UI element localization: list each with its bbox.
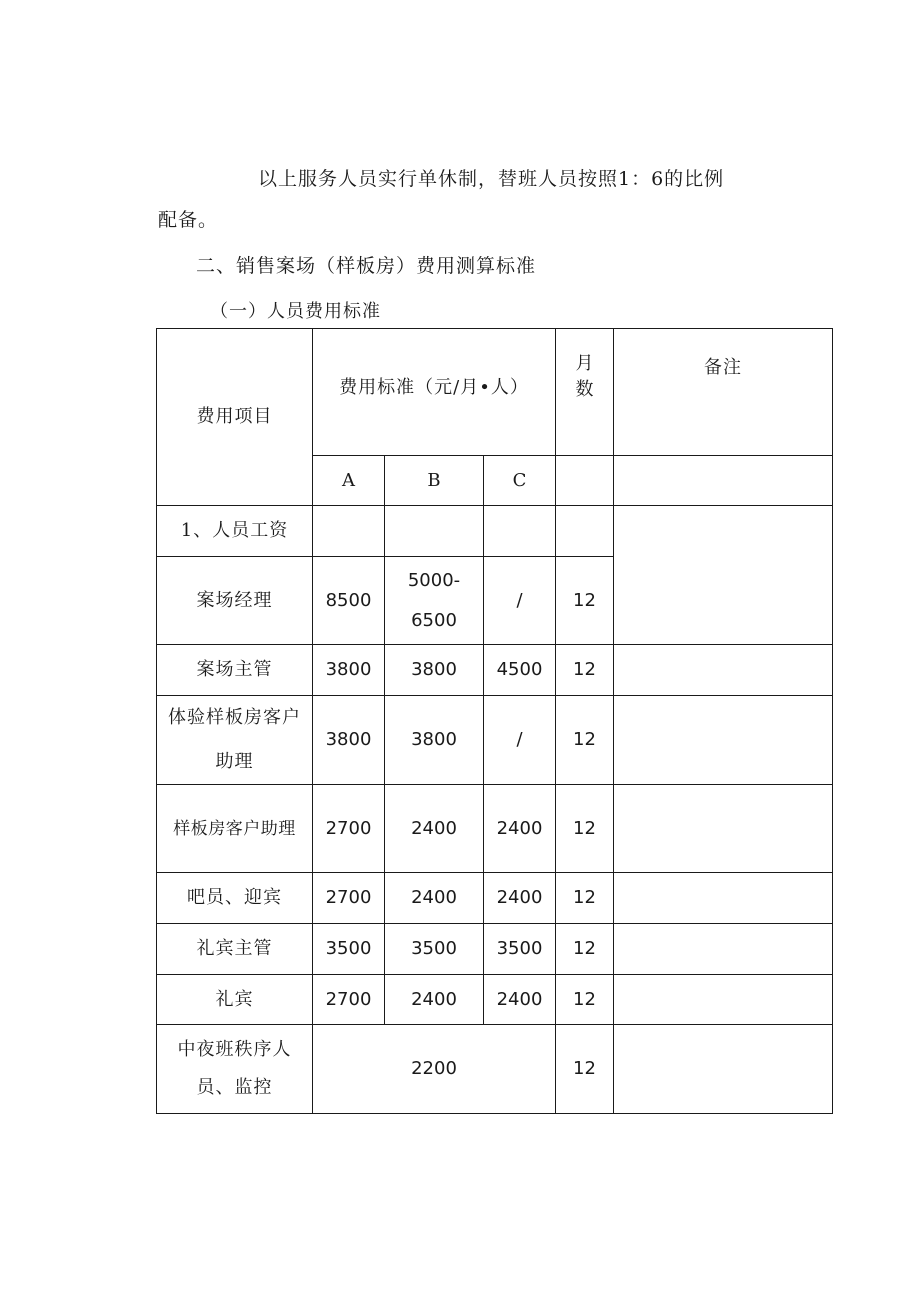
row-item: 案场经理 bbox=[157, 557, 313, 645]
row-item: 礼宾 bbox=[157, 975, 313, 1025]
category-personnel-salary: 1、人员工资 bbox=[157, 506, 313, 557]
header-col-a: A bbox=[313, 456, 385, 506]
row-months: 12 bbox=[556, 924, 614, 975]
row-value-c: 2400 bbox=[484, 873, 556, 924]
row-value-c: 3500 bbox=[484, 924, 556, 975]
header-col-b: B bbox=[385, 456, 484, 506]
row-value-c: 2400 bbox=[484, 975, 556, 1025]
header-months: 月数 bbox=[556, 329, 614, 456]
row-merged-value: 2200 bbox=[313, 1025, 556, 1114]
row-item: 样板房客户助理 bbox=[157, 785, 313, 873]
header-remark-empty bbox=[614, 456, 833, 506]
remark-cell bbox=[614, 696, 833, 785]
header-remark: 备注 bbox=[614, 329, 833, 456]
remark-cell bbox=[614, 1025, 833, 1114]
category-cell-months bbox=[556, 506, 614, 557]
remark-cell bbox=[614, 785, 833, 873]
row-months: 12 bbox=[556, 785, 614, 873]
remark-cell bbox=[614, 506, 833, 645]
header-months-empty bbox=[556, 456, 614, 506]
row-months: 12 bbox=[556, 873, 614, 924]
row-months: 12 bbox=[556, 557, 614, 645]
row-value-a: 2700 bbox=[313, 975, 385, 1025]
paragraph-line-1: 以上服务人员实行单休制，替班人员按照1：6的比例 bbox=[258, 168, 725, 190]
row-months: 12 bbox=[556, 1025, 614, 1114]
subsection-heading: （一）人员费用标准 bbox=[210, 301, 381, 322]
section-heading: 二、销售案场（样板房）费用测算标准 bbox=[196, 255, 537, 277]
remark-cell bbox=[614, 975, 833, 1025]
row-value-a: 3500 bbox=[313, 924, 385, 975]
row-months: 12 bbox=[556, 696, 614, 785]
row-item: 体验样板房客户助理 bbox=[157, 696, 313, 785]
row-value-b: 3800 bbox=[385, 645, 484, 696]
row-months: 12 bbox=[556, 645, 614, 696]
row-value-a: 3800 bbox=[313, 645, 385, 696]
row-value-a: 8500 bbox=[313, 557, 385, 645]
row-item: 案场主管 bbox=[157, 645, 313, 696]
row-months: 12 bbox=[556, 975, 614, 1025]
row-value-b: 2400 bbox=[385, 873, 484, 924]
row-value-a: 2700 bbox=[313, 873, 385, 924]
paragraph-line-2: 配备。 bbox=[158, 209, 219, 231]
remark-cell bbox=[614, 645, 833, 696]
row-value-b: 2400 bbox=[385, 785, 484, 873]
row-item: 吧员、迎宾 bbox=[157, 873, 313, 924]
row-value-a: 2700 bbox=[313, 785, 385, 873]
row-value-b: 3500 bbox=[385, 924, 484, 975]
category-cell-c bbox=[484, 506, 556, 557]
remark-cell bbox=[614, 924, 833, 975]
row-value-c: / bbox=[484, 557, 556, 645]
personnel-fee-table bbox=[156, 328, 833, 1114]
row-value-c: / bbox=[484, 696, 556, 785]
remark-cell bbox=[614, 873, 833, 924]
row-value-b: 5000-6500 bbox=[385, 557, 484, 645]
row-value-c: 2400 bbox=[484, 785, 556, 873]
row-value-c: 4500 bbox=[484, 645, 556, 696]
category-cell-b bbox=[385, 506, 484, 557]
row-value-b: 3800 bbox=[385, 696, 484, 785]
row-item: 礼宾主管 bbox=[157, 924, 313, 975]
row-value-b: 2400 bbox=[385, 975, 484, 1025]
category-cell-a bbox=[313, 506, 385, 557]
row-value-a: 3800 bbox=[313, 696, 385, 785]
header-col-c: C bbox=[484, 456, 556, 506]
header-fee-standard: 费用标准（元/月•人） bbox=[313, 329, 556, 456]
header-fee-item: 费用项目 bbox=[157, 329, 313, 506]
row-item: 中夜班秩序人员、监控 bbox=[157, 1025, 313, 1114]
